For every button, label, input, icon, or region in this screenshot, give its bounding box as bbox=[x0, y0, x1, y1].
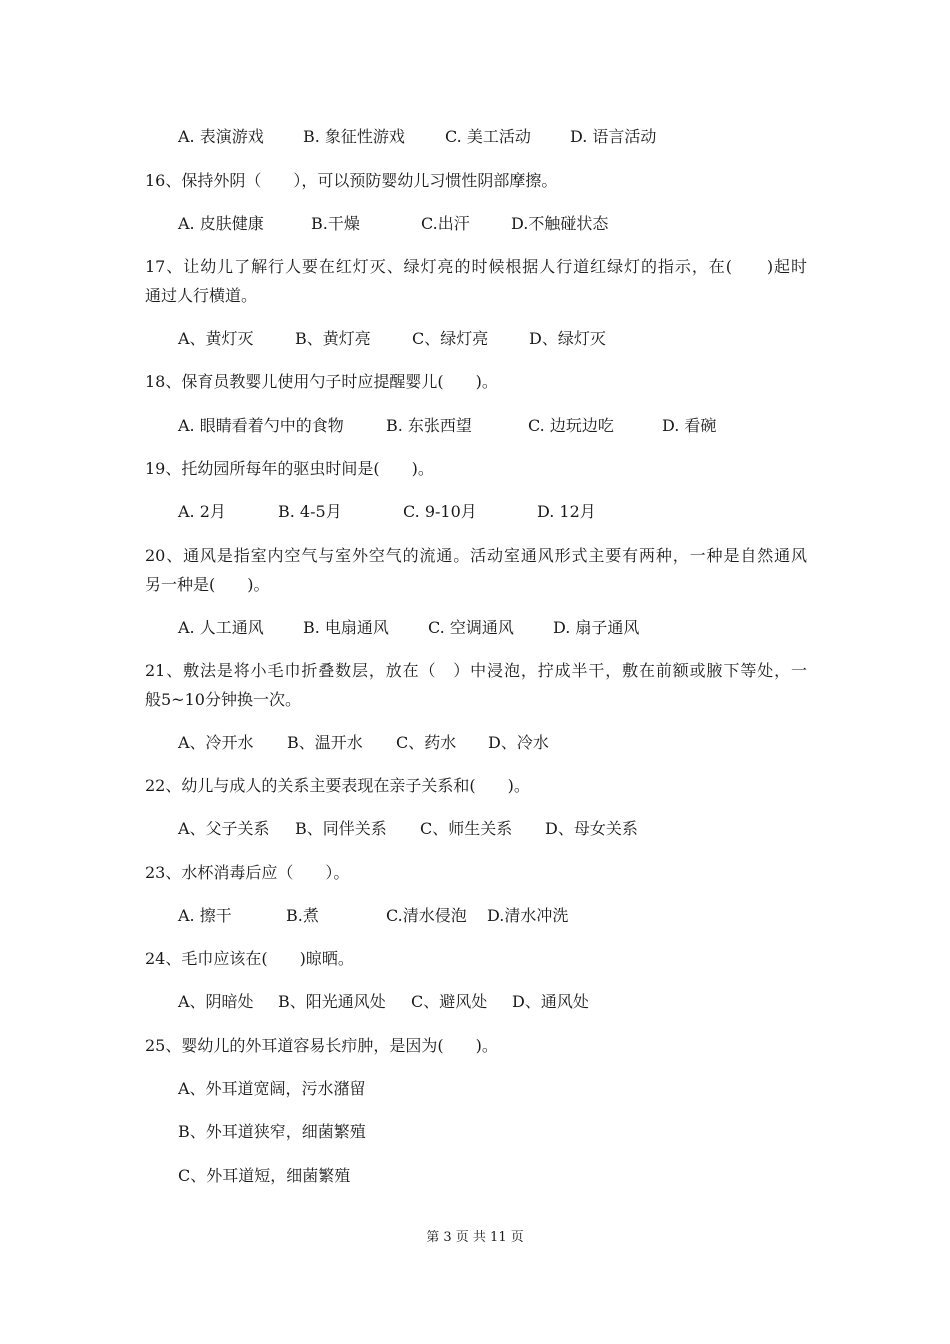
page-number-footer: 第 3 页 共 11 页 bbox=[426, 1230, 524, 1245]
q24-stem: 24、毛巾应该在( )晾晒。 bbox=[145, 949, 354, 968]
q20-option-a: A. 人工通风 bbox=[178, 618, 264, 637]
q20-option-d: D. 扇子通风 bbox=[553, 618, 640, 637]
q15-option-c: C. 美工活动 bbox=[445, 127, 531, 146]
q25-option-b: B、外耳道狭窄，细菌繁殖 bbox=[178, 1122, 366, 1141]
q22-option-d: D、母女关系 bbox=[545, 819, 638, 838]
q24-option-c: C、避风处 bbox=[411, 992, 488, 1011]
q18-options bbox=[178, 415, 716, 437]
q23-options bbox=[178, 905, 568, 927]
q19-stem: 19、托幼园所每年的驱虫时间是( )。 bbox=[145, 459, 434, 478]
q23-option-a: A. 擦干 bbox=[178, 906, 232, 925]
q25-option-c: C、外耳道短，细菌繁殖 bbox=[178, 1166, 351, 1185]
q22-option-b: B、同伴关系 bbox=[295, 819, 387, 838]
q25-stem: 25、婴幼儿的外耳道容易长疖肿，是因为( )。 bbox=[145, 1036, 498, 1055]
q24-option-d: D、通风处 bbox=[512, 992, 589, 1011]
q17-option-b: B、黄灯亮 bbox=[295, 329, 371, 348]
q21-option-b: B、温开水 bbox=[287, 733, 363, 752]
q20-options bbox=[178, 617, 639, 639]
q21-stem-line1: 21、敷法是将小毛巾折叠数层，放在（ ）中浸泡，拧成半干，敷在前额或腋下等处，一 bbox=[145, 661, 807, 680]
q15-option-d: D. 语言活动 bbox=[570, 127, 657, 146]
q22-option-a: A、父子关系 bbox=[178, 819, 270, 838]
q22-stem: 22、幼儿与成人的关系主要表现在亲子关系和( )。 bbox=[145, 776, 530, 795]
q23-stem: 23、水杯消毒后应（ ）。 bbox=[145, 863, 350, 882]
q18-option-c: C. 边玩边吃 bbox=[528, 416, 614, 435]
q17-option-c: C、绿灯亮 bbox=[412, 329, 489, 348]
q18-option-d: D. 看碗 bbox=[662, 416, 717, 435]
q19-option-a: A. 2月 bbox=[178, 502, 226, 521]
q22-option-c: C、师生关系 bbox=[420, 819, 513, 838]
q20-stem-line1: 20、通风是指室内空气与室外空气的流通。活动室通风形式主要有两种，一种是自然通风 bbox=[145, 546, 807, 565]
q16-option-b: B.干燥 bbox=[311, 214, 360, 233]
q16-option-a: A. 皮肤健康 bbox=[178, 214, 264, 233]
q24-options bbox=[178, 991, 589, 1013]
q17-stem-line2: 通过人行横道。 bbox=[145, 286, 258, 305]
q17-option-d: D、绿灯灭 bbox=[529, 329, 606, 348]
q17-stem-line1: 17、让幼儿了解行人要在红灯灭、绿灯亮的时候根据人行道红绿灯的指示，在( )起时 bbox=[145, 257, 807, 276]
q20-stem-line2: 另一种是( )。 bbox=[145, 575, 270, 594]
q23-option-d: D.清水冲洗 bbox=[487, 906, 569, 925]
q19-option-b: B. 4-5月 bbox=[278, 502, 342, 521]
q25-option-a: A、外耳道宽阔，污水潴留 bbox=[178, 1079, 366, 1098]
q19-option-d: D. 12月 bbox=[537, 502, 596, 521]
q21-option-c: C、药水 bbox=[396, 733, 457, 752]
q22-options bbox=[178, 818, 638, 840]
q17-options bbox=[178, 328, 606, 350]
q24-option-a: A、阴暗处 bbox=[178, 992, 254, 1011]
q15-option-b: B. 象征性游戏 bbox=[303, 127, 405, 146]
q20-option-c: C. 空调通风 bbox=[428, 618, 514, 637]
q16-option-d: D.不触碰状态 bbox=[511, 214, 609, 233]
q18-option-b: B. 东张西望 bbox=[386, 416, 472, 435]
q16-options bbox=[178, 213, 608, 235]
q16-stem: 16、保持外阴（ ），可以预防婴幼儿习惯性阴部摩擦。 bbox=[145, 171, 558, 190]
q24-option-b: B、阳光通风处 bbox=[278, 992, 386, 1011]
q15-options bbox=[178, 126, 656, 148]
q23-option-c: C.清水侵泡 bbox=[386, 906, 467, 925]
q21-stem-line2: 般5~10分钟换一次。 bbox=[145, 690, 301, 709]
q17-option-a: A、黄灯灭 bbox=[178, 329, 254, 348]
q20-option-b: B. 电扇通风 bbox=[303, 618, 389, 637]
q21-option-d: D、冷水 bbox=[488, 733, 549, 752]
q15-option-a: A. 表演游戏 bbox=[178, 127, 264, 146]
q18-option-a: A. 眼睛看着勺中的食物 bbox=[178, 416, 344, 435]
q19-options bbox=[178, 501, 596, 523]
q21-option-a: A、冷开水 bbox=[178, 733, 254, 752]
q18-stem: 18、保育员教婴儿使用勺子时应提醒婴儿( )。 bbox=[145, 372, 498, 391]
q23-option-b: B.煮 bbox=[286, 906, 319, 925]
q16-option-c: C.出汗 bbox=[421, 214, 470, 233]
q21-options bbox=[178, 732, 549, 754]
q19-option-c: C. 9-10月 bbox=[403, 502, 477, 521]
